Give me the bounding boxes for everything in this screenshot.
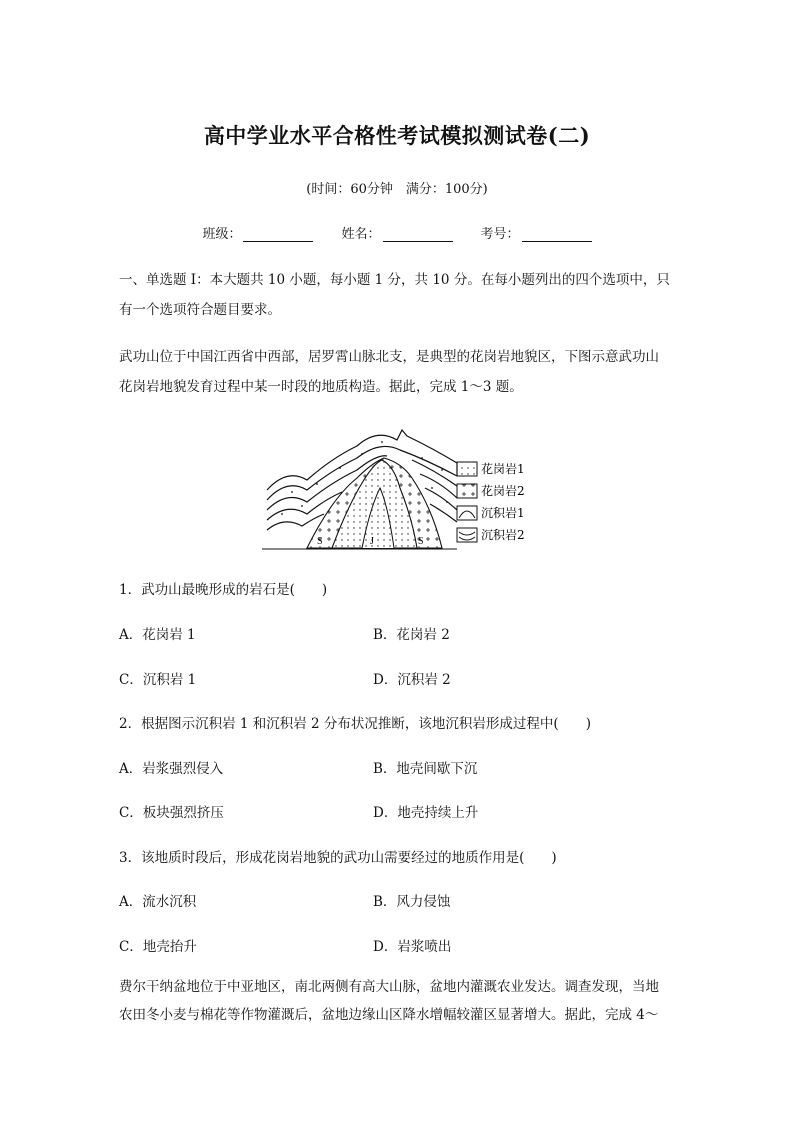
question-1-stem: 1．武功山最晚形成的岩石是( ) [119,582,328,598]
name-blank[interactable] [383,227,453,242]
geology-figure [262,418,552,558]
label-s-left: S [317,536,323,547]
question-3-option-a[interactable]: A．流水沉积 [119,894,197,910]
student-info-row [0,223,794,242]
question-3-option-b[interactable]: B．风力侵蚀 [373,894,451,910]
legend-swatch-granite1 [457,462,477,476]
figure-legend [457,461,525,542]
legend-sediment1: 沉积岩1 [481,506,525,520]
id-label: 考号： [480,227,520,242]
question-2-stem: 2．根据图示沉积岩 1 和沉积岩 2 分布状况推断，该地沉积岩形成过程中( ) [119,716,591,732]
question-3-option-d[interactable]: D．岩浆喷出 [373,939,452,955]
class-blank[interactable] [243,227,313,242]
exam-time-score: (时间：60分钟 满分：100分) [306,182,488,197]
question-3-option-c[interactable]: C．地壳抬升 [119,939,197,955]
passage2-line1: 费尔干纳盆地位于中亚地区，南北两侧有高大山脉，盆地内灌溉农业发达。调查发现，当地 [119,979,659,995]
question-1-option-a[interactable]: A．花岗岩 1 [119,627,196,643]
class-label: 班级： [202,227,242,242]
label-s-right: S [418,536,424,547]
question-2-option-d[interactable]: D．地壳持续上升 [373,805,479,821]
passage1-line2: 花岗岩地貌发育过程中某一时段的地质构造。据此，完成 1～3 题。 [119,379,523,395]
question-1-option-c[interactable]: C．沉积岩 1 [119,672,197,688]
legend-sediment2: 沉积岩2 [481,528,525,542]
class-field[interactable] [202,223,313,242]
question-1-option-b[interactable]: B．花岗岩 2 [373,627,450,643]
label-j-center: J [370,536,374,547]
name-field[interactable] [341,223,452,242]
name-label: 姓名： [341,227,381,242]
legend-swatch-sediment1 [457,506,477,520]
section-intro-line2: 有一个选项符合题目要求。 [119,302,281,318]
passage1-line1: 武功山位于中国江西省中西部，居罗霄山脉北支，是典型的花岗岩地貌区，下图示意武功山 [119,349,659,365]
legend-swatch-granite2 [457,484,477,498]
id-field[interactable] [481,223,592,242]
question-3-stem: 3．该地质时段后，形成花岗岩地貌的武功山需要经过的地质作用是( ) [119,850,557,866]
legend-granite2: 花岗岩2 [481,484,525,498]
page-title: 高中学业水平合格性考试模拟测试卷(二) [203,123,591,148]
legend-granite1: 花岗岩1 [481,462,525,476]
question-1-option-d[interactable]: D．沉积岩 2 [373,672,451,688]
section-intro-line1: 一、单选题 I：本大题共 10 小题，每小题 1 分，共 10 分。在每小题列出的四个选项中，只 [119,272,670,288]
question-2-option-c[interactable]: C．板块强烈挤压 [119,805,224,821]
id-blank[interactable] [522,227,592,242]
passage2-line2: 农田冬小麦与棉花等作物灌溉后，盆地边缘山区降水增幅较灌区显著增大。据此，完成 4～ [119,1007,659,1023]
question-2-option-b[interactable]: B．地壳间歇下沉 [373,761,478,777]
question-2-option-a[interactable]: A．岩浆强烈侵入 [119,761,224,777]
